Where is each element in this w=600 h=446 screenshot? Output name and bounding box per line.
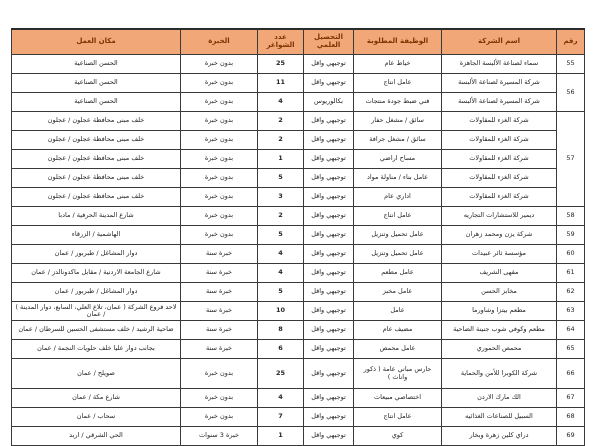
row-number-cell: 65: [557, 340, 585, 359]
job-cell: عامل تحميل وتنزيل: [354, 245, 442, 264]
job-cell: اداري عام: [354, 188, 442, 207]
company-cell: مؤسسة ثائر عبيدات: [442, 245, 557, 264]
experience-cell: بدون خبرة: [181, 74, 258, 93]
vacancies-cell: 5: [258, 169, 304, 188]
company-cell: ديمير للاستشارات التجاريه: [442, 207, 557, 226]
row-number-cell: 63: [557, 302, 585, 321]
experience-cell: بدون خبرة: [181, 150, 258, 169]
job-cell: عامل: [354, 302, 442, 321]
company-cell: الك مارك الاردن: [442, 389, 557, 408]
workplace-cell: لاحد فروع الشركة ( عمان، تلاع العلي، السابع، دوار المدينة ) / عمان: [12, 302, 181, 321]
workplace-cell: دوار المشاغل / طبربور / عمان: [12, 283, 181, 302]
experience-cell: بدون خبرة: [181, 55, 258, 74]
vacancies-cell: 5: [258, 283, 304, 302]
vacancies-cell: 8: [258, 321, 304, 340]
job-cell: مضيف عام: [354, 321, 442, 340]
education-cell: توجيهي واقل: [304, 283, 354, 302]
job-cell: فني ضبط جودة منتجات: [354, 93, 442, 112]
experience-cell: بدون خبرة: [181, 389, 258, 408]
table-row: [12, 389, 585, 408]
table-row: [12, 55, 585, 74]
table-row: [12, 112, 585, 131]
row-number-cell: 67: [557, 389, 585, 408]
vacancies-cell: 25: [258, 55, 304, 74]
company-cell: شركة الغزء للمقاولات: [442, 131, 557, 150]
table-row: [12, 264, 585, 283]
row-number-cell: 59: [557, 226, 585, 245]
table-row: [12, 226, 585, 245]
table-row: [12, 283, 585, 302]
header-row: [12, 29, 585, 55]
experience-cell: خبرة 3 سنوات: [181, 427, 258, 446]
workplace-cell: خلف مبنى محافظة عجلون / عجلون: [12, 169, 181, 188]
company-cell: شركة الغزء للمقاولات: [442, 150, 557, 169]
vacancies-cell: 25: [258, 359, 304, 389]
workplace-cell: الحسن الصناعية: [12, 93, 181, 112]
job-cell: سائق / مشغل حفار: [354, 112, 442, 131]
education-cell: توجيهي واقل: [304, 321, 354, 340]
workplace-cell: خلف مبنى محافظة عجلون / عجلون: [12, 131, 181, 150]
education-cell: توجيهي واقل: [304, 131, 354, 150]
workplace-cell: سحاب / عمان: [12, 408, 181, 427]
vacancies-cell: 4: [258, 245, 304, 264]
experience-cell: خبرة سنة: [181, 302, 258, 321]
row-number-cell: 68: [557, 408, 585, 427]
company-cell: مطعم بيتزا وشاورما: [442, 302, 557, 321]
vacancies-cell: 7: [258, 408, 304, 427]
vacancies-cell: 11: [258, 74, 304, 93]
experience-cell: خبرة سنة: [181, 340, 258, 359]
job-cell: عامل انتاج: [354, 408, 442, 427]
header-workplace: مكان العمل: [12, 29, 181, 55]
table-row: [12, 150, 585, 169]
table-row: [12, 340, 585, 359]
table-row: [12, 188, 585, 207]
experience-cell: بدون خبرة: [181, 359, 258, 389]
job-cell: عامل مخبز: [354, 283, 442, 302]
workplace-cell: بجانب دوار عليا خلف حلويات النجمة / عمان: [12, 340, 181, 359]
header-education: التحصيل العلمي: [304, 29, 354, 55]
job-cell: عامل تحميل وتنزيل: [354, 226, 442, 245]
header-vacancies: عدد الشواغر: [258, 29, 304, 55]
education-cell: توجيهي واقل: [304, 226, 354, 245]
vacancies-cell: 4: [258, 264, 304, 283]
table-row: [12, 169, 585, 188]
workplace-cell: شارع الجامعة الاردنية / مقابل ماكدونالدز / عمان: [12, 264, 181, 283]
company-cell: مخابز الحسن: [442, 283, 557, 302]
vacancies-cell: 4: [258, 93, 304, 112]
header-company: اسم الشركة: [442, 29, 557, 55]
row-number-cell: 69: [557, 427, 585, 446]
job-cell: عامل بناء / مناولة مواد: [354, 169, 442, 188]
table-row: [12, 207, 585, 226]
job-cell: عامل محمص: [354, 340, 442, 359]
education-cell: توجيهي واقل: [304, 389, 354, 408]
workplace-cell: خلف مبنى محافظة عجلون / عجلون: [12, 150, 181, 169]
job-vacancies-table: [11, 28, 585, 446]
education-cell: توجيهي واقل: [304, 264, 354, 283]
education-cell: توجيهي واقل: [304, 408, 354, 427]
table-row: [12, 93, 585, 112]
workplace-cell: شارع المدينة الحرفية / مادبا: [12, 207, 181, 226]
education-cell: توجيهي واقل: [304, 245, 354, 264]
header-experience: الخبرة: [181, 29, 258, 55]
experience-cell: خبرة سنة: [181, 264, 258, 283]
workplace-cell: ضاحية الرشيد / خلف مستشفى الحسين للسرطان / عمان: [12, 321, 181, 340]
company-cell: مقهى الشريف: [442, 264, 557, 283]
table-row: [12, 408, 585, 427]
workplace-cell: الحسن الصناعية: [12, 55, 181, 74]
row-number-cell: 64: [557, 321, 585, 340]
experience-cell: بدون خبرة: [181, 408, 258, 427]
company-cell: شركة المسيرة لصناعة الألبسة: [442, 93, 557, 112]
row-number-cell: 62: [557, 283, 585, 302]
experience-cell: بدون خبرة: [181, 112, 258, 131]
vacancies-cell: 2: [258, 207, 304, 226]
workplace-cell: خلف مبنى محافظة عجلون / عجلون: [12, 188, 181, 207]
row-number-cell: 60: [557, 245, 585, 264]
table-header: [12, 29, 585, 55]
table-row: [12, 427, 585, 446]
education-cell: توجيهي واقل: [304, 150, 354, 169]
company-cell: مطعم وكوفي شوب جنينة الضاحية: [442, 321, 557, 340]
experience-cell: بدون خبرة: [181, 188, 258, 207]
education-cell: توجيهي واقل: [304, 74, 354, 93]
vacancies-cell: 4: [258, 389, 304, 408]
table-row: [12, 302, 585, 321]
job-cell: حارس مباني عامة ( ذكور واناث ): [354, 359, 442, 389]
experience-cell: خبرة سنة: [181, 283, 258, 302]
vacancies-cell: 1: [258, 150, 304, 169]
vacancies-cell: 3: [258, 188, 304, 207]
company-cell: محمص الحموري: [442, 340, 557, 359]
company-cell: شركة يزن ومحمد زهران: [442, 226, 557, 245]
row-number-cell: 61: [557, 264, 585, 283]
row-number-cell: 57: [557, 112, 585, 207]
workplace-cell: شارع مكة / عمان: [12, 389, 181, 408]
experience-cell: خبرة سنة: [181, 321, 258, 340]
company-cell: شركة المسيرة لصناعة الألبسة: [442, 74, 557, 93]
table-row: [12, 321, 585, 340]
row-number-cell: 55: [557, 55, 585, 74]
education-cell: بكالوريوس: [304, 93, 354, 112]
experience-cell: بدون خبرة: [181, 207, 258, 226]
row-number-cell: 56: [557, 74, 585, 112]
table-row: [12, 74, 585, 93]
job-cell: خياط عام: [354, 55, 442, 74]
table-row: [12, 131, 585, 150]
table-row: [12, 359, 585, 389]
education-cell: توجيهي واقل: [304, 169, 354, 188]
experience-cell: بدون خبرة: [181, 226, 258, 245]
vacancies-cell: 2: [258, 112, 304, 131]
company-cell: شركة الغزء للمقاولات: [442, 188, 557, 207]
table-row: [12, 245, 585, 264]
job-cell: عامل انتاج: [354, 74, 442, 93]
row-number-cell: 66: [557, 359, 585, 389]
header-number: رقم: [557, 29, 585, 55]
workplace-cell: دوار المشاغل / طبربور / عمان: [12, 245, 181, 264]
workplace-cell: خلف مبنى محافظة عجلون / عجلون: [12, 112, 181, 131]
job-cell: عامل انتاج: [354, 207, 442, 226]
table-body: [12, 55, 585, 446]
job-cell: عامل مطعم: [354, 264, 442, 283]
workplace-cell: الهاشمية / الزرقاء: [12, 226, 181, 245]
job-cell: سائق / مشغل جرافة: [354, 131, 442, 150]
vacancies-cell: 1: [258, 427, 304, 446]
education-cell: توجيهي واقل: [304, 340, 354, 359]
experience-cell: بدون خبرة: [181, 93, 258, 112]
education-cell: توجيهي واقل: [304, 188, 354, 207]
vacancies-cell: 5: [258, 226, 304, 245]
company-cell: شركة الغزء للمقاولات: [442, 169, 557, 188]
job-cell: اختصاصي مبيعات: [354, 389, 442, 408]
education-cell: توجيهي واقل: [304, 55, 354, 74]
workplace-cell: الحسن الصناعية: [12, 74, 181, 93]
education-cell: توجيهي واقل: [304, 359, 354, 389]
education-cell: توجيهي واقل: [304, 427, 354, 446]
education-cell: توجيهي واقل: [304, 302, 354, 321]
company-cell: شركة الكوبرا للأمن والحماية: [442, 359, 557, 389]
job-cell: كوي: [354, 427, 442, 446]
job-cell: مساح اراضي: [354, 150, 442, 169]
vacancies-cell: 2: [258, 131, 304, 150]
education-cell: توجيهي واقل: [304, 112, 354, 131]
vacancies-cell: 6: [258, 340, 304, 359]
workplace-cell: صويلح / عمان: [12, 359, 181, 389]
company-cell: دراي كلين زهرة وبخار: [442, 427, 557, 446]
row-number-cell: 58: [557, 207, 585, 226]
workplace-cell: الحي الشرقي / اربد: [12, 427, 181, 446]
education-cell: توجيهي واقل: [304, 207, 354, 226]
experience-cell: بدون خبرة: [181, 169, 258, 188]
company-cell: شركة الغزء للمقاولات: [442, 112, 557, 131]
header-job: الوظيفة المطلوبة: [354, 29, 442, 55]
experience-cell: خبرة سنة: [181, 245, 258, 264]
experience-cell: بدون خبرة: [181, 131, 258, 150]
company-cell: سماء لصناعة الألبسة الجاهزة: [442, 55, 557, 74]
company-cell: السبيل للصناعات الغذائيه: [442, 408, 557, 427]
vacancies-cell: 10: [258, 302, 304, 321]
